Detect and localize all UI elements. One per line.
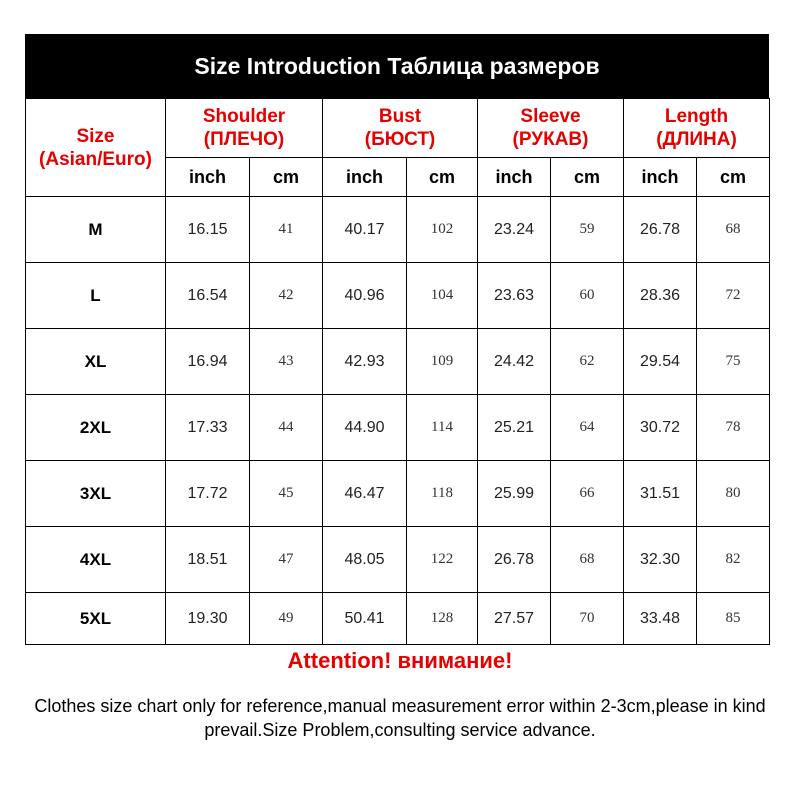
length-inch-cell: 32.30 — [624, 527, 697, 593]
sleeve-inch-cell: 26.78 — [478, 527, 551, 593]
sleeve-inch-cell: 27.57 — [478, 593, 551, 645]
length-cm-cell: 82 — [697, 527, 770, 593]
sleeve-header — [478, 99, 624, 158]
unit-header-inch: inch — [478, 158, 551, 197]
table-row — [26, 395, 770, 461]
shoulder-cm-cell: 42 — [250, 263, 323, 329]
shoulder-inch-cell: 16.15 — [166, 197, 250, 263]
length-cm-cell: 68 — [697, 197, 770, 263]
size-cell: 4XL — [26, 527, 166, 593]
length-cm-cell: 80 — [697, 461, 770, 527]
bust-cm-cell: 102 — [407, 197, 478, 263]
length-inch-cell: 33.48 — [624, 593, 697, 645]
shoulder-inch-cell: 18.51 — [166, 527, 250, 593]
shoulder-inch-cell: 19.30 — [166, 593, 250, 645]
size-header-line2: (Asian/Euro) — [39, 148, 152, 170]
bust-header-en: Bust — [378, 106, 422, 127]
sleeve-cm-cell: 64 — [551, 395, 624, 461]
shoulder-header — [166, 99, 323, 158]
bust-inch-cell: 40.96 — [323, 263, 407, 329]
bust-cm-cell: 104 — [407, 263, 478, 329]
shoulder-header-ru: (ПЛЕЧО) — [203, 129, 285, 150]
table-row — [26, 593, 770, 645]
sleeve-cm-cell: 62 — [551, 329, 624, 395]
shoulder-header-en: Shoulder — [202, 106, 286, 127]
sleeve-header-en: Sleeve — [520, 106, 581, 127]
sleeve-cm-cell: 70 — [551, 593, 624, 645]
bust-inch-cell: 40.17 — [323, 197, 407, 263]
length-header-ru: (ДЛИНА) — [656, 129, 737, 150]
size-cell: 5XL — [26, 593, 166, 645]
sleeve-inch-cell: 25.21 — [478, 395, 551, 461]
length-inch-cell: 31.51 — [624, 461, 697, 527]
unit-header-cm: cm — [551, 158, 624, 197]
bust-inch-cell: 42.93 — [323, 329, 407, 395]
unit-header-inch: inch — [624, 158, 697, 197]
size-column-header — [26, 99, 166, 197]
shoulder-cm-cell: 44 — [250, 395, 323, 461]
bust-cm-cell: 109 — [407, 329, 478, 395]
sleeve-header-ru: (РУКАВ) — [512, 129, 589, 150]
shoulder-cm-cell: 41 — [250, 197, 323, 263]
size-cell: M — [26, 197, 166, 263]
size-cell: XL — [26, 329, 166, 395]
size-header-line1: Size — [76, 125, 115, 147]
table-row — [26, 263, 770, 329]
shoulder-inch-cell: 17.72 — [166, 461, 250, 527]
bust-inch-cell: 44.90 — [323, 395, 407, 461]
unit-header-cm: cm — [250, 158, 323, 197]
sleeve-inch-cell: 24.42 — [478, 329, 551, 395]
table-row — [26, 527, 770, 593]
length-cm-cell: 75 — [697, 329, 770, 395]
table-row — [26, 197, 770, 263]
bust-inch-cell: 48.05 — [323, 527, 407, 593]
sleeve-cm-cell: 59 — [551, 197, 624, 263]
shoulder-cm-cell: 43 — [250, 329, 323, 395]
unit-header-cm: cm — [697, 158, 770, 197]
table-row — [26, 461, 770, 527]
bust-cm-cell: 114 — [407, 395, 478, 461]
length-inch-cell: 26.78 — [624, 197, 697, 263]
bust-cm-cell: 128 — [407, 593, 478, 645]
sleeve-cm-cell: 66 — [551, 461, 624, 527]
shoulder-cm-cell: 45 — [250, 461, 323, 527]
sleeve-inch-cell: 23.63 — [478, 263, 551, 329]
size-cell: 2XL — [26, 395, 166, 461]
unit-header-inch: inch — [323, 158, 407, 197]
bust-header-ru: (БЮСТ) — [364, 129, 436, 150]
size-table — [25, 98, 770, 645]
bust-cm-cell: 122 — [407, 527, 478, 593]
sleeve-cm-cell: 60 — [551, 263, 624, 329]
sleeve-inch-cell: 23.24 — [478, 197, 551, 263]
length-header-en: Length — [664, 106, 729, 127]
table-row — [26, 329, 770, 395]
unit-header-cm: cm — [407, 158, 478, 197]
shoulder-cm-cell: 49 — [250, 593, 323, 645]
length-cm-cell: 72 — [697, 263, 770, 329]
size-cell: 3XL — [26, 461, 166, 527]
length-inch-cell: 28.36 — [624, 263, 697, 329]
length-header — [624, 99, 770, 158]
bust-inch-cell: 46.47 — [323, 461, 407, 527]
size-cell: L — [26, 263, 166, 329]
page-title: Size Introduction Таблица размеров — [25, 34, 769, 98]
shoulder-inch-cell: 16.94 — [166, 329, 250, 395]
shoulder-inch-cell: 17.33 — [166, 395, 250, 461]
length-cm-cell: 78 — [697, 395, 770, 461]
attention-heading: Attention! внимание! — [287, 648, 513, 673]
length-inch-cell: 30.72 — [624, 395, 697, 461]
sleeve-cm-cell: 68 — [551, 527, 624, 593]
reference-note: Clothes size chart only for reference,manual measurement error within 2-3cm,please in kind prevail.Size Problem,consulting service advance. — [34, 696, 766, 740]
shoulder-cm-cell: 47 — [250, 527, 323, 593]
shoulder-inch-cell: 16.54 — [166, 263, 250, 329]
unit-header-inch: inch — [166, 158, 250, 197]
length-cm-cell: 85 — [697, 593, 770, 645]
length-inch-cell: 29.54 — [624, 329, 697, 395]
bust-inch-cell: 50.41 — [323, 593, 407, 645]
bust-cm-cell: 118 — [407, 461, 478, 527]
bust-header — [323, 99, 478, 158]
sleeve-inch-cell: 25.99 — [478, 461, 551, 527]
